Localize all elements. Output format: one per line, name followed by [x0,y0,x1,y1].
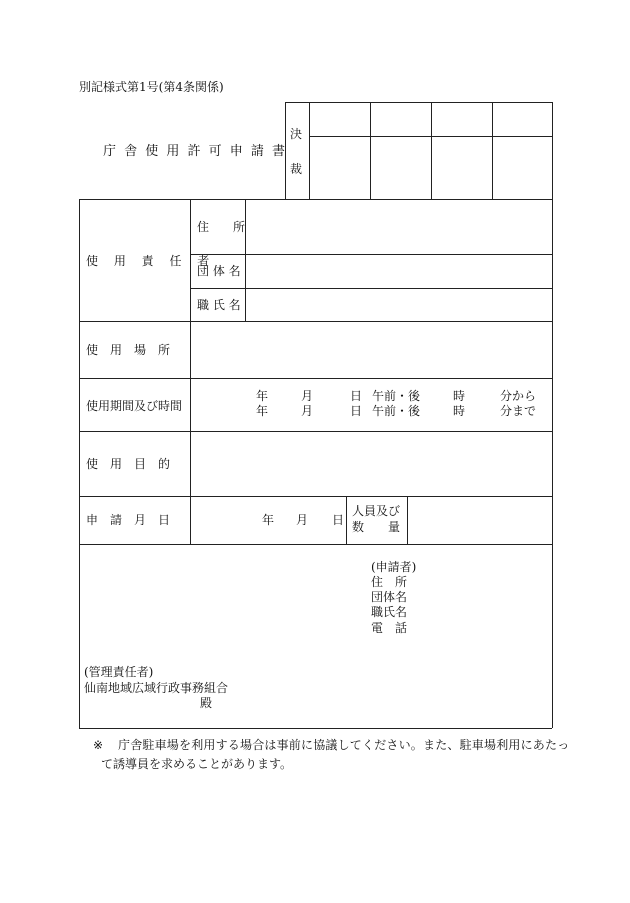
purpose-field[interactable] [196,437,546,491]
note-line-1: 庁舎駐車場を利用する場合は事前に協議してください。また、駐車場利用にあたっ [118,738,570,752]
group-name-label: 団 体 名 [197,264,241,278]
job-name-field[interactable] [250,292,546,318]
approval-char-1: 決 [290,127,303,141]
applicant-phone-label: 電 話 [371,621,408,635]
applicant-group-label: 団体名 [371,590,408,604]
application-date-label: 申 請 月 日 [86,513,171,527]
group-name-field[interactable] [250,258,546,284]
personnel-field[interactable] [412,500,546,540]
address-label: 住 所 [197,220,246,234]
address-field[interactable] [250,205,546,249]
purpose-label: 使 用 目 的 [86,457,171,471]
manager-organization: 仙南地域広域行政事務組合 [84,681,229,695]
form-title: 庁 舎 使 用 許 可 申 請 書 [103,144,288,159]
note-mark: ※ [93,738,104,752]
manager-honorific: 殿 [200,696,213,710]
job-name-label: 職 氏 名 [197,298,241,312]
applicant-heading: (申請者) [371,560,417,574]
place-label: 使 用 場 所 [86,343,171,357]
period-label: 使用期間及び時間 [86,399,183,413]
manager-heading: (管理責任者) [84,665,154,679]
applicant-name-label: 職氏名 [371,605,408,619]
approval-char-2: 裁 [290,162,303,176]
applicant-address-label: 住 所 [371,575,408,589]
responsible-person-label: 使 用 責 任 者 [86,254,216,268]
place-field[interactable] [196,326,546,374]
form-number: 別記様式第1号(第4条関係) [79,80,224,94]
personnel-label-line-2: 数 量 [352,520,401,534]
personnel-label-line-1: 人員及び [352,504,401,518]
note-line-2: て誘導員を求めることがあります。 [101,757,293,771]
